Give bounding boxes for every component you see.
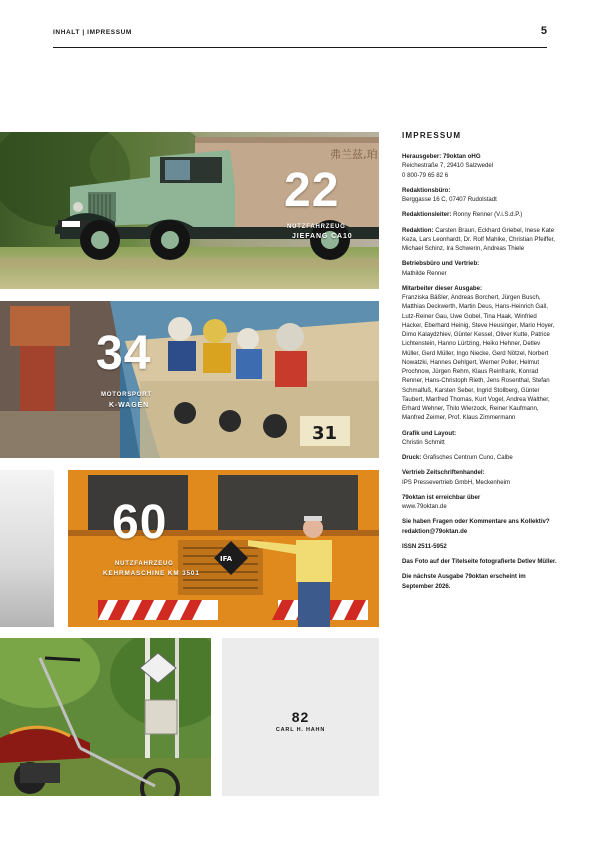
feature-number-60: 60 (112, 496, 168, 549)
impressum-block (402, 259, 558, 278)
impressum-block (402, 226, 558, 254)
page-number: 5 (540, 25, 547, 37)
impressum-block-text: Berggasse 16 C, 07407 Rudolstadt (402, 196, 497, 204)
impressum-block (402, 210, 558, 219)
feature-caption-22-category: NUTZFAHRZEUG (287, 224, 346, 230)
impressum-block (402, 493, 558, 512)
feature-caption-60-category: NUTZFAHRZEUG (115, 561, 174, 567)
impressum-block-label: Die nächste Ausgabe 79oktan erscheint im September 2026. (402, 573, 526, 590)
impressum-block (402, 186, 558, 205)
kart-number-text: 31 (312, 423, 338, 444)
kart-mural-illustration (0, 301, 379, 458)
feature-caption-60-title: KEHRMASCHINE KM 3501 (103, 570, 200, 577)
impressum-block-label: Redaktionsbüro: (402, 186, 451, 194)
feature-caption-22-title: JIEFANG CA10 (292, 233, 353, 240)
impressum-block (402, 152, 558, 180)
snow-field-illustration (0, 470, 54, 627)
motorcycle-illustration (0, 638, 211, 796)
impressum-block-text: Christin Schmitt (402, 438, 445, 446)
feature-photo-kart-mural[interactable] (0, 301, 379, 458)
impressum-block (402, 542, 558, 551)
impressum-block (402, 453, 558, 462)
impressum-block-text: Grafisches Centrum Cuno, Calbe (421, 454, 513, 462)
feature-number-82: 82 (291, 709, 310, 725)
impressum-block (402, 557, 558, 566)
impressum-block-text: www.79oktan.de (402, 503, 447, 511)
impressum-block (402, 429, 558, 448)
impressum-block-label: Druck: (402, 454, 422, 462)
impressum-block-text: IPS Pressevertrieb GmbH, Meckenheim (402, 478, 511, 486)
impressum-block-label: Redaktion: (402, 226, 434, 234)
impressum-block-label: ISSN 2511-5952 (402, 542, 447, 550)
feature-caption-34-category: MOTORSPORT (101, 392, 152, 398)
impressum-title: IMPRESSUM (402, 131, 462, 140)
impressum-block-text: Ronny Renner (V.i.S.d.P.) (451, 211, 523, 219)
ifa-badge-text: IFA (220, 555, 233, 563)
impressum-block-label: Vertrieb Zeitschriftenhandel: (402, 469, 485, 477)
truck-sign-text: 弗兰兹,珀 (330, 148, 378, 161)
impressum-block-label: Sie haben Fragen oder Kommentare ans Kollektiv? redaktion@79oktan.de (402, 518, 550, 535)
impressum-block-label: Das Foto auf der Titelseite fotografierte Detlev Müller. (402, 558, 557, 566)
impressum-block (402, 517, 558, 536)
impressum-block-label: Betriebsbüro und Vertrieb: (402, 260, 480, 268)
impressum-block-label: Herausgeber: 79oktan oHG (402, 153, 481, 161)
impressum-block-text: Franziska Bäßler, Andreas Borchert, Jürgen Busch, Matthias Deckwerth, Martin Deus, Hans-Heinrich Gall, Lutz-Reiner Gau, Uwe Gobel, Tina Haak, Winfried Hacker, Eberhard Heinig, Steve Heusinger, Mario Hoyer, Dimo Kalaydzhiev, Günter Kessel, Oliver Kutte, Patrice Lichtenstein, Hanno Lürtzing, Heiko Hehner, Detlev Müller, Gerd Müller, Ingo Niecke, Gerd Nötzel, Norbert Nowatzki, Hannes Oehlgert, Werner Poller, Helmut Prochnow, Jürgen Rehm, Klaus Reinfrank, Konrad Renner, Hans-Christoph Rieth, Jens Rosenthal, Stefan Schmalfuß, Karsten Seber, Ingrid Stollberg, Günter Taubert, Manfred Thomas, Kurt Vogel, Andrea Walther, Erhard Wehner, Thilo Wierzock, Reiner Kaufmann, Manfred Zeimer, Prof. Klaus Zimmermann (402, 294, 555, 422)
impressum-block-text: Reichestraße 7, 29410 Salzwedel 0 800-79 65 82 6 (402, 162, 494, 179)
feature-tile-82[interactable] (222, 638, 379, 796)
impressum-block-label: Mitarbeiter dieser Ausgabe: (402, 284, 483, 292)
feature-photo-motorcycle[interactable] (0, 638, 211, 796)
impressum-block (402, 572, 558, 591)
impressum-column (402, 130, 558, 597)
impressum-block-text: Mathilde Renner (402, 269, 447, 277)
impressum-block-label: Grafik und Layout: (402, 429, 457, 437)
feature-caption-34-title: K-WAGEN (109, 402, 150, 409)
feature-number-22: 22 (284, 164, 340, 217)
impressum-block (402, 468, 558, 487)
feature-photo-snow-field (0, 470, 54, 627)
feature-number-34: 34 (96, 327, 152, 380)
impressum-block-text: Carsten Braun, Eckhard Griebel, Inese Kate Keza, Lars Leonhardt, Dr. Rolf Mahlke, Christian Pfeiffer, Michael Schinz, Ira Schwerin, Andreas Thiele (402, 226, 555, 253)
feature-caption-82: CARL H. HAHN (275, 727, 326, 733)
impressum-blocks (402, 152, 558, 591)
header-rule (53, 47, 547, 48)
impressum-block-label: 79oktan ist erreichbar über (402, 493, 481, 501)
impressum-block (402, 284, 558, 423)
header-section-label: INHALT | IMPRESSUM (53, 29, 132, 36)
impressum-block-label: Redaktionsleiter: (402, 211, 452, 219)
